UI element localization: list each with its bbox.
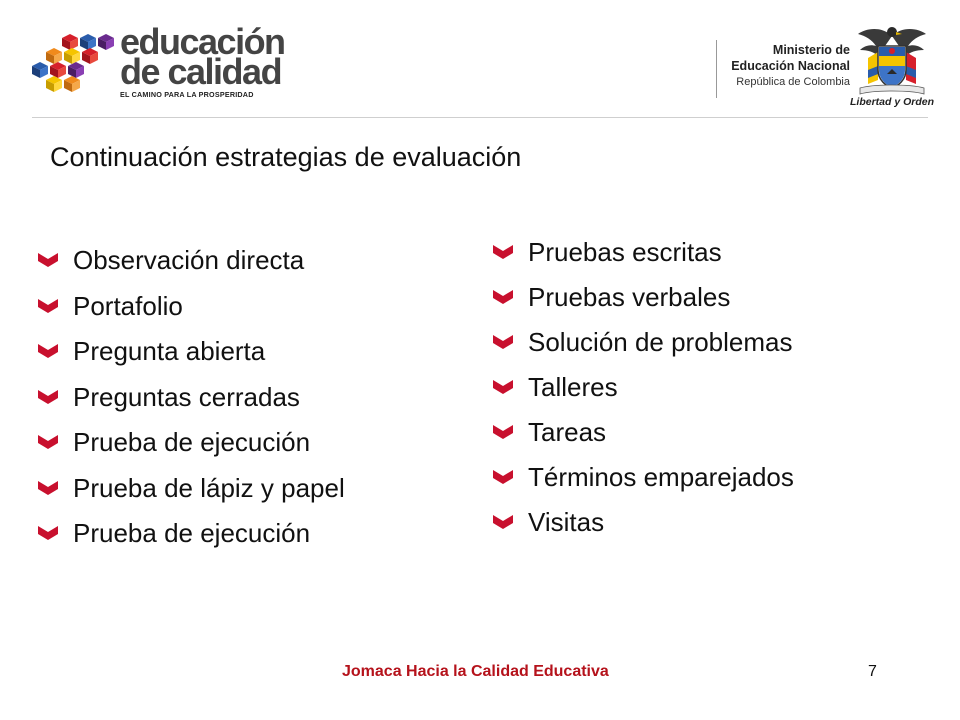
ministry-line-2: Educación Nacional — [731, 59, 850, 73]
list-item-text: Solución de problemas — [528, 327, 793, 357]
list-item — [493, 232, 794, 277]
list-item-text: Portafolio — [73, 290, 183, 321]
chevron-bullet-icon — [38, 526, 58, 540]
list-item — [493, 412, 794, 457]
chevron-bullet-icon — [493, 470, 513, 484]
cubes-logo-icon — [32, 32, 116, 94]
header-rule — [32, 117, 928, 118]
chevron-bullet-icon — [38, 435, 58, 449]
ministry-name — [724, 42, 850, 90]
list-item — [38, 331, 345, 377]
coat-of-arms-icon — [854, 22, 930, 96]
slide-header — [0, 0, 960, 120]
left-bullet-list — [38, 240, 345, 559]
list-item — [493, 502, 794, 547]
list-item-text: Prueba de ejecución — [73, 427, 311, 457]
list-item — [38, 468, 345, 514]
list-item-text: Prueba de ejecución — [73, 518, 311, 548]
list-item — [38, 377, 345, 423]
chevron-bullet-icon — [38, 481, 58, 495]
list-item — [493, 367, 794, 412]
list-item — [38, 286, 345, 332]
chevron-bullet-icon — [493, 245, 513, 259]
list-item-text: Visitas — [528, 507, 605, 537]
chevron-bullet-icon — [38, 253, 58, 267]
slide-title: Continuación estrategias de evaluación — [50, 142, 522, 172]
list-item-text: Tareas — [528, 417, 607, 447]
list-item-text: Observación directa — [73, 245, 305, 275]
logo-word-de-calidad: de calidad — [120, 51, 282, 92]
header-divider — [716, 40, 717, 98]
list-item — [493, 322, 794, 367]
chevron-bullet-icon — [493, 335, 513, 349]
logo-tagline: EL CAMINO PARA LA PROSPERIDAD — [120, 90, 254, 99]
chevron-bullet-icon — [493, 290, 513, 304]
educacion-logo — [32, 21, 285, 100]
logo-word-educacion: educación — [120, 21, 285, 62]
list-item-text: Prueba de lápiz y papel — [73, 472, 345, 503]
footer-text: Jomaca Hacia la Calidad Educativa — [342, 663, 609, 680]
list-item-text: Talleres — [528, 372, 618, 402]
list-item-text: Pruebas escritas — [528, 237, 722, 267]
list-item — [38, 240, 345, 286]
list-item — [38, 422, 345, 468]
list-item-text: Pruebas verbales — [528, 282, 731, 312]
chevron-bullet-icon — [493, 425, 513, 439]
coat-of-arms — [850, 22, 935, 112]
ministry-line-1: Ministerio de — [772, 43, 850, 57]
chevron-bullet-icon — [38, 344, 58, 358]
right-bullet-list — [493, 232, 794, 547]
ministry-line-3: República de Colombia — [736, 76, 850, 88]
chevron-bullet-icon — [493, 380, 513, 394]
chevron-bullet-icon — [493, 515, 513, 529]
list-item-text: Términos emparejados — [528, 462, 794, 492]
page-number: 7 — [868, 663, 877, 680]
chevron-bullet-icon — [38, 390, 58, 404]
seal-motto: Libertad y Orden — [850, 96, 935, 108]
list-item — [38, 513, 345, 559]
list-item-text: Preguntas cerradas — [73, 381, 300, 412]
list-item — [493, 277, 794, 322]
list-item-text: Pregunta abierta — [73, 336, 266, 366]
chevron-bullet-icon — [38, 299, 58, 313]
list-item — [493, 457, 794, 502]
